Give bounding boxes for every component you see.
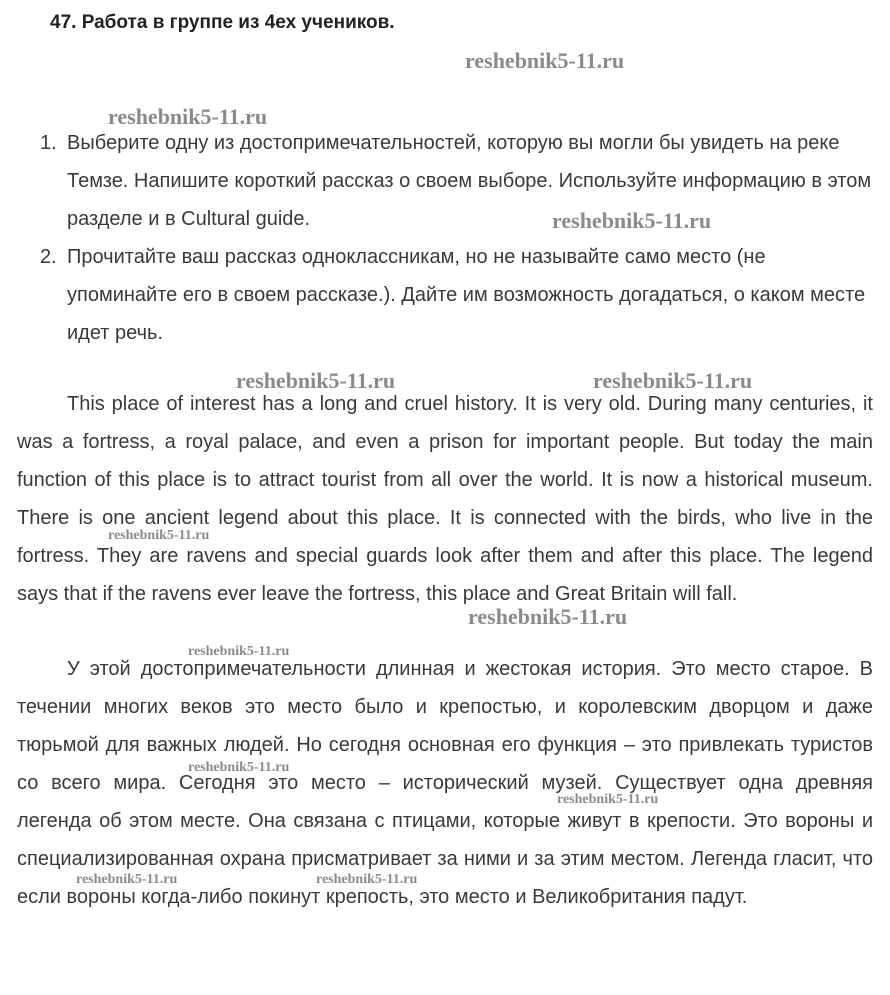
task-item xyxy=(40,124,880,238)
task-item xyxy=(40,238,880,352)
watermark: reshebnik5-11.ru xyxy=(108,528,210,543)
task-number: 1. xyxy=(40,132,57,154)
watermark: reshebnik5-11.ru xyxy=(557,792,659,807)
watermark: reshebnik5-11.ru xyxy=(188,644,290,659)
watermark: reshebnik5-11.ru xyxy=(236,368,396,393)
watermark: reshebnik5-11.ru xyxy=(593,368,753,393)
watermark: reshebnik5-11.ru xyxy=(108,104,268,129)
task-number: 2. xyxy=(40,246,57,268)
watermark: reshebnik5-11.ru xyxy=(468,604,628,629)
task-text: Выберите одну из достопримечательностей, которую вы могли бы увидеть на реке Темзе. Напишите короткий рассказ о своем выборе. Используйте информацию в этом разделе и в Cultural guide. xyxy=(67,132,872,230)
russian-story-paragraph: У этой достопримечательности длинная и жестокая история. Это место старое. В течении многих веков это место было и крепостью, и королевским дворцом и даже тюрьмой для важных людей. Но сегодня основная его функция – это привлекать туристов со всего мира. Сегодня это место – исторический музей. Существует одна древняя легенда об этом месте. Она связана с птицами, которые живут в крепости. Это вороны и специализированная охрана присматривает за ними и за этим местом. Легенда гласит, что если вороны когда-либо покинут крепость, это место и Великобритания падут. xyxy=(17,658,873,908)
task-text: Прочитайте ваш рассказ одноклассникам, но не называйте само место (не упоминайте его в своем рассказе.). Дайте им возможность догадаться, о каком месте идет речь. xyxy=(67,246,866,344)
watermark: reshebnik5-11.ru xyxy=(316,872,418,887)
watermark: reshebnik5-11.ru xyxy=(465,48,625,73)
english-story-paragraph: This place of interest has a long and cruel history. It is very old. During many centuries, it was a fortress, a royal palace, and even a prison for important people. But today the main function of this place is to attract tourist from all over the world. It is now a historical museum. There is one ancient legend about this place. It is connected with the birds, who live in the fortress. They are ravens and special guards look after them and after this place. The legend says that if the ravens ever leave the fortress, this place and Great Britain will fall. xyxy=(17,393,873,605)
watermark: reshebnik5-11.ru xyxy=(188,760,290,775)
watermark: reshebnik5-11.ru xyxy=(76,872,178,887)
watermark: reshebnik5-11.ru xyxy=(552,208,712,233)
exercise-heading: 47. Работа в группе из 4ех учеников. xyxy=(50,12,395,33)
task-list xyxy=(40,124,880,352)
